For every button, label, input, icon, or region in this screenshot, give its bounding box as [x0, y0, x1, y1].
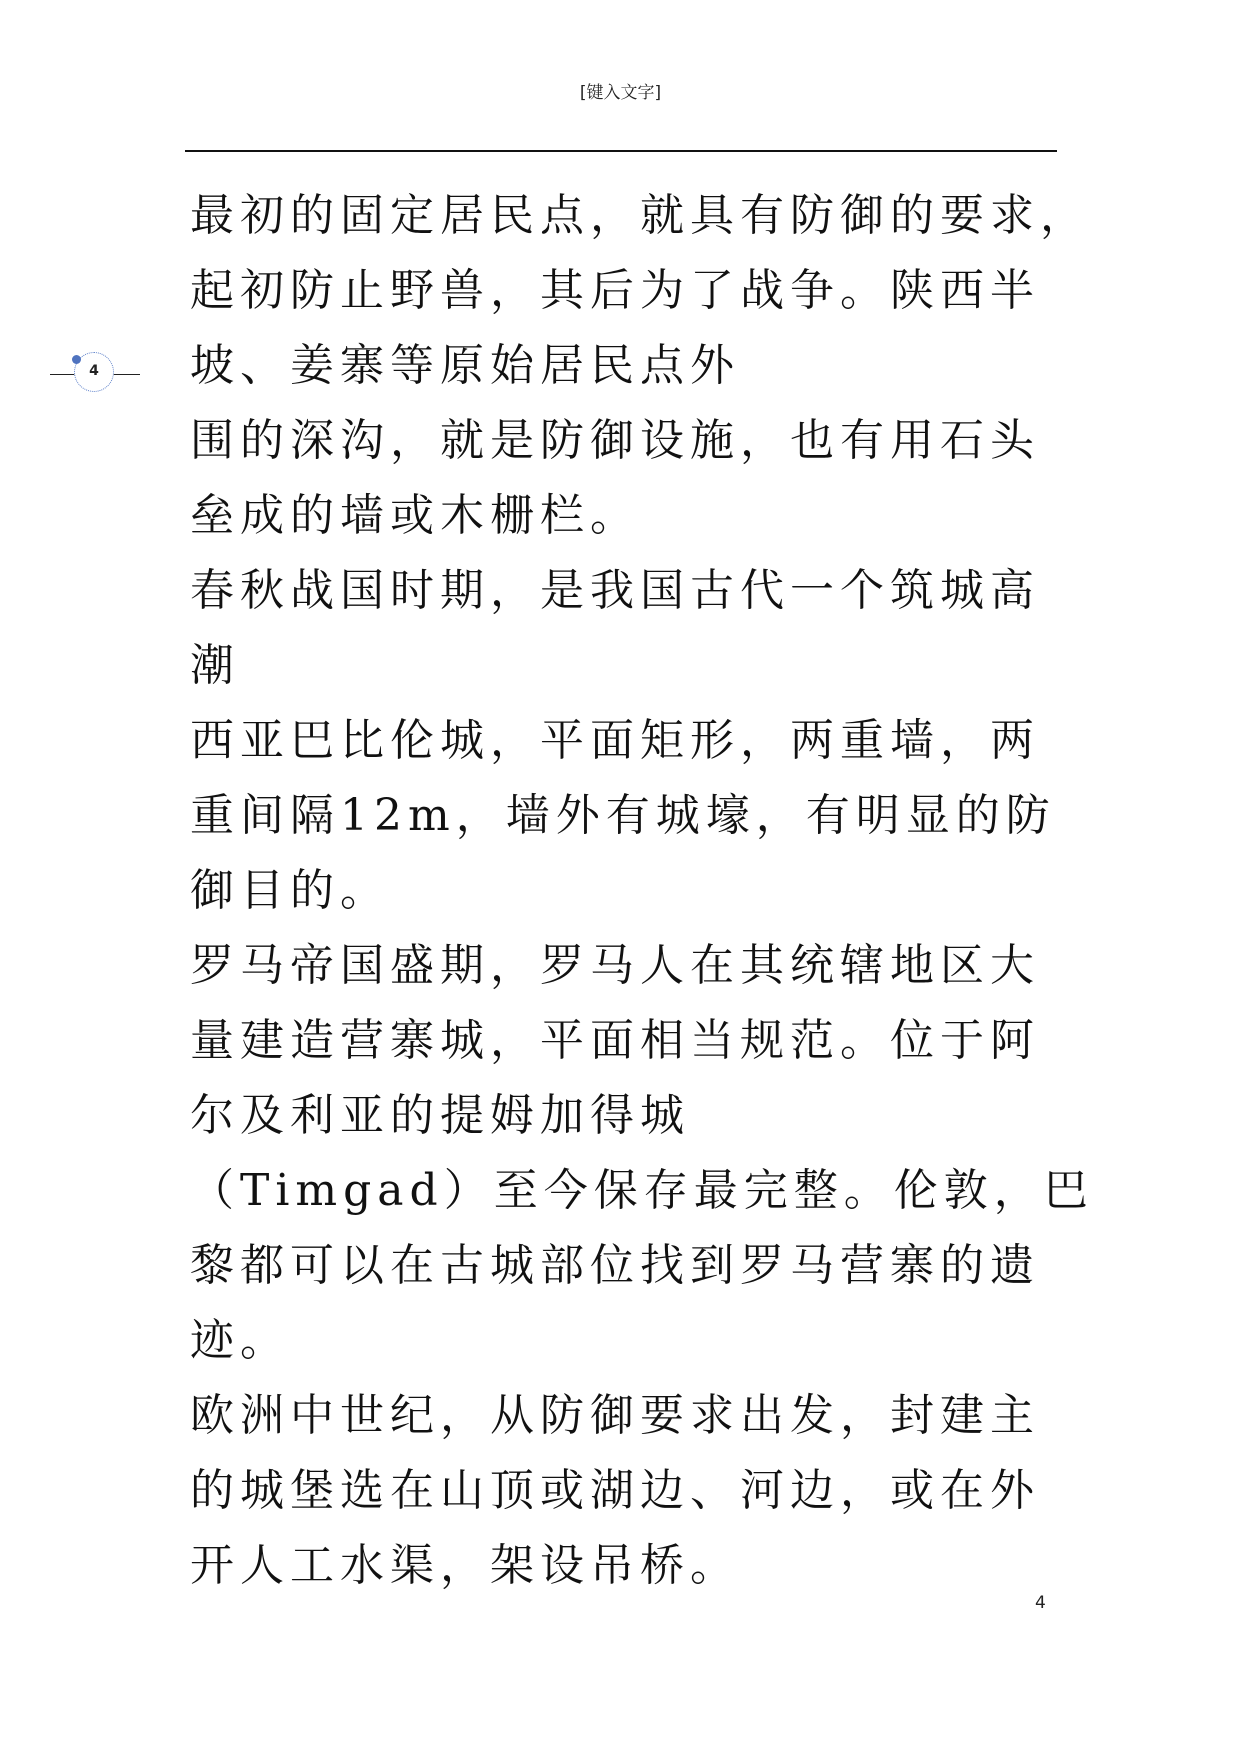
- text-line: 欧洲中世纪，从防御要求出发，封建主: [190, 1390, 1040, 1441]
- text-line: 西亚巴比伦城，平面矩形，两重墙，两: [190, 715, 1040, 766]
- page-marker: [50, 352, 140, 392]
- text-line: 迹。: [190, 1315, 290, 1366]
- text-line: 坡、姜寨等原始居民点外: [190, 340, 740, 391]
- page-header: [键入文字]: [579, 83, 662, 103]
- page-number: 4: [1035, 1593, 1046, 1613]
- marker-circle: 4: [74, 352, 114, 392]
- text-line: 起初防止野兽，其后为了战争。陕西半: [190, 265, 1040, 316]
- text-line: 开人工水渠，架设吊桥。: [190, 1540, 740, 1591]
- text-line: 御目的。: [190, 865, 390, 916]
- text-line: （Timgad）至今保存最完整。伦敦，巴: [190, 1165, 1094, 1216]
- text-line: 量建造营寨城，平面相当规范。位于阿: [190, 1015, 1040, 1066]
- body-text: [190, 178, 1094, 1603]
- text-line: 围的深沟，就是防御设施，也有用石头: [190, 415, 1040, 466]
- text-line: 潮: [190, 640, 240, 691]
- marker-dot: [72, 355, 81, 364]
- text-line: 春秋战国时期，是我国古代一个筑城高: [190, 565, 1040, 616]
- text-line: 黎都可以在古城部位找到罗马营寨的遗: [190, 1240, 1040, 1291]
- text-line: 重间隔12m，墙外有城壕，有明显的防: [190, 790, 1056, 841]
- text-line: 的城堡选在山顶或湖边、河边，或在外: [190, 1465, 1040, 1516]
- text-line: 尔及利亚的提姆加得城: [190, 1090, 690, 1141]
- text-line: 罗马帝国盛期，罗马人在其统辖地区大: [190, 940, 1040, 991]
- text-line: 最初的固定居民点，就具有防御的要求，: [190, 190, 1090, 241]
- text-line: 垒成的墙或木栅栏。: [190, 490, 640, 541]
- header-divider: [185, 150, 1057, 152]
